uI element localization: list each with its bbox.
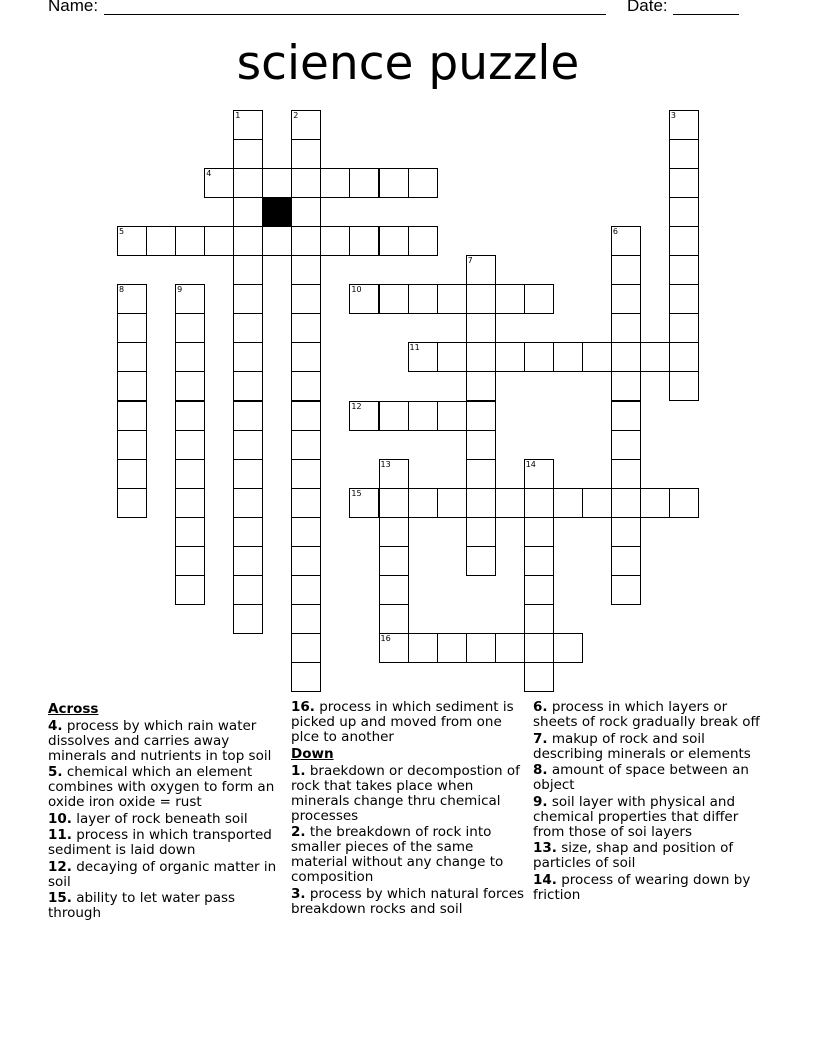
clue-item-number: 9. <box>533 793 548 810</box>
grid-cell[interactable] <box>117 488 147 518</box>
grid-cell[interactable] <box>175 517 205 547</box>
grid-cell[interactable] <box>408 633 438 663</box>
grid-cell[interactable] <box>233 313 263 343</box>
grid-cell[interactable] <box>117 430 147 460</box>
grid-cell[interactable] <box>204 168 234 198</box>
clue-item-text: size, shap and position of particles of soil <box>533 840 734 871</box>
clue-item-number: 1. <box>291 762 306 779</box>
clue-number-label: 11 <box>409 343 420 353</box>
grid-cell[interactable] <box>379 633 409 663</box>
clue-item-number: 6. <box>533 699 548 715</box>
grid-cell[interactable] <box>553 633 583 663</box>
grid-cell[interactable] <box>291 488 321 518</box>
grid-cell[interactable] <box>175 226 205 256</box>
grid-cell[interactable] <box>466 430 496 460</box>
grid-cell[interactable] <box>175 284 205 314</box>
clue-number-label: 10 <box>351 285 362 295</box>
grid-cell[interactable] <box>669 255 699 285</box>
grid-cell[interactable] <box>349 226 379 256</box>
grid-cell[interactable] <box>524 604 554 634</box>
clue-item <box>291 825 527 885</box>
grid-cell[interactable] <box>669 488 699 518</box>
grid-cell[interactable] <box>233 284 263 314</box>
grid-cell[interactable] <box>408 401 438 431</box>
grid-cell[interactable] <box>291 371 321 401</box>
grid-cell[interactable] <box>233 604 263 634</box>
date-label: Date: <box>627 0 668 15</box>
grid-cell[interactable] <box>379 517 409 547</box>
clue-item-text: process in which layers or sheets of rock gradually break off <box>533 699 760 730</box>
grid-cell[interactable] <box>466 546 496 576</box>
grid-cell[interactable] <box>524 517 554 547</box>
clue-number-label: 15 <box>351 488 362 498</box>
grid-cell[interactable] <box>233 459 263 489</box>
clue-item <box>48 765 284 810</box>
grid-cell[interactable] <box>291 313 321 343</box>
grid-cell[interactable] <box>669 168 699 198</box>
grid-cell[interactable] <box>408 488 438 518</box>
grid-cell[interactable] <box>611 430 641 460</box>
grid-cell[interactable] <box>233 226 263 256</box>
grid-cell[interactable] <box>175 430 205 460</box>
grid-cell[interactable] <box>524 459 554 489</box>
grid-cell[interactable] <box>466 633 496 663</box>
clue-number-label: 4 <box>206 169 212 179</box>
grid-cell[interactable] <box>408 226 438 256</box>
grid-cell[interactable] <box>408 342 438 372</box>
grid-cell[interactable] <box>466 255 496 285</box>
grid-cell[interactable] <box>466 371 496 401</box>
grid-cell[interactable] <box>175 371 205 401</box>
grid-cell[interactable] <box>233 168 263 198</box>
clue-number-label: 1 <box>235 111 241 120</box>
grid-cell[interactable] <box>320 168 350 198</box>
across-heading: Across <box>48 701 99 717</box>
grid-cell[interactable] <box>175 546 205 576</box>
grid-cell[interactable] <box>524 575 554 605</box>
grid-cell[interactable] <box>379 459 409 489</box>
grid-cell[interactable] <box>553 488 583 518</box>
grid-cell[interactable] <box>495 342 525 372</box>
clue-number-label: 9 <box>177 285 183 295</box>
grid-cell[interactable] <box>349 168 379 198</box>
grid-cell[interactable] <box>669 342 699 372</box>
puzzle-title: science puzzle <box>236 36 580 91</box>
grid-cell[interactable] <box>233 139 263 169</box>
grid-cell[interactable] <box>291 604 321 634</box>
grid-cell[interactable] <box>611 371 641 401</box>
clue-item <box>48 860 284 890</box>
grid-cell[interactable] <box>379 284 409 314</box>
clue-item-text: ability to let water pass through <box>48 890 236 921</box>
grid-cell[interactable] <box>437 401 467 431</box>
grid-cell[interactable] <box>117 313 147 343</box>
grid-cell[interactable] <box>117 342 147 372</box>
clue-item-number: 14. <box>533 871 557 888</box>
clue-item <box>48 891 284 921</box>
grid-cell[interactable] <box>611 342 641 372</box>
clue-number-label: 13 <box>380 459 391 469</box>
grid-cell[interactable] <box>233 546 263 576</box>
clue-item-text: process by which rain water dissolves and carries away minerals and nutrients in top soil <box>48 717 272 764</box>
grid-cell[interactable] <box>117 284 147 314</box>
grid-cell[interactable] <box>408 284 438 314</box>
clue-column-2 <box>291 700 527 918</box>
clue-item-text: layer of rock beneath soil <box>76 810 248 827</box>
grid-cell[interactable] <box>349 488 379 518</box>
grid-cell[interactable] <box>233 575 263 605</box>
clue-item <box>291 700 527 745</box>
grid-cell[interactable] <box>291 226 321 256</box>
clue-number-label: 2 <box>293 111 299 120</box>
grid-cell[interactable] <box>640 488 670 518</box>
clue-item <box>533 841 769 871</box>
grid-cell[interactable] <box>291 459 321 489</box>
clue-item-number: 3. <box>291 885 306 902</box>
grid-cell[interactable] <box>640 342 670 372</box>
grid-cell[interactable] <box>495 633 525 663</box>
clue-item <box>291 887 527 917</box>
grid-cell[interactable] <box>117 401 147 431</box>
grid-cell[interactable] <box>349 284 379 314</box>
grid-cell[interactable] <box>175 342 205 372</box>
clue-item-number: 12. <box>48 858 72 875</box>
clue-item-text: process of wearing down by friction <box>533 871 751 903</box>
grid-cell[interactable] <box>495 284 525 314</box>
clue-item-text: process in which sediment is picked up and moved from one plce to another <box>291 699 514 745</box>
grid-cell[interactable] <box>262 168 292 198</box>
grid-cell[interactable] <box>204 226 234 256</box>
across-clue-list <box>48 719 284 922</box>
grid-cell[interactable] <box>175 313 205 343</box>
clue-item <box>533 700 769 730</box>
grid-cell[interactable] <box>466 284 496 314</box>
grid-cell[interactable] <box>175 488 205 518</box>
grid-cell[interactable] <box>379 401 409 431</box>
grid-cell[interactable] <box>233 517 263 547</box>
clue-column-1 <box>48 700 284 923</box>
grid-cell[interactable] <box>291 546 321 576</box>
grid-cell[interactable] <box>466 488 496 518</box>
grid-cell[interactable] <box>669 110 699 140</box>
clue-number-label: 8 <box>119 285 125 295</box>
grid-cell[interactable] <box>669 197 699 227</box>
grid-cell[interactable] <box>611 284 641 314</box>
clue-number-label: 3 <box>670 111 676 120</box>
clue-item <box>533 763 769 793</box>
grid-cell[interactable] <box>291 110 321 140</box>
clue-item-text: decaying of organic matter in soil <box>48 858 277 890</box>
grid-cell[interactable] <box>611 401 641 431</box>
grid-cell[interactable] <box>379 226 409 256</box>
grid-cell[interactable] <box>291 284 321 314</box>
clue-column-3 <box>533 700 769 904</box>
grid-cell[interactable] <box>117 371 147 401</box>
grid-cell[interactable] <box>117 459 147 489</box>
clue-item-number: 4. <box>48 717 63 734</box>
clue-item <box>533 795 769 840</box>
clue-item-text: braekdown or decompostion of rock that takes place when minerals change thru chemical processes <box>291 762 520 824</box>
grid-cell[interactable] <box>524 662 554 692</box>
clue-item <box>291 764 527 824</box>
grid-cell[interactable] <box>291 517 321 547</box>
grid-cell[interactable] <box>611 313 641 343</box>
clue-item-text: the breakdown of rock into smaller pieces of the same material without any change to composition <box>291 824 504 885</box>
grid-cell[interactable] <box>524 488 554 518</box>
grid-cell[interactable] <box>379 604 409 634</box>
grid-cell[interactable] <box>349 401 379 431</box>
clue-item-text: process by which natural forces breakdown rocks and soil <box>291 885 525 917</box>
grid-cell[interactable] <box>466 517 496 547</box>
grid-cell[interactable] <box>291 575 321 605</box>
grid-cell[interactable] <box>117 226 147 256</box>
grid-cell[interactable] <box>175 401 205 431</box>
grid-cell[interactable] <box>669 371 699 401</box>
grid-cell[interactable] <box>291 633 321 663</box>
grid-cell[interactable] <box>175 575 205 605</box>
clue-item-number: 5. <box>48 764 63 780</box>
grid-cell[interactable] <box>233 110 263 140</box>
grid-cell[interactable] <box>175 459 205 489</box>
grid-cell[interactable] <box>291 197 321 227</box>
grid-cell[interactable] <box>291 430 321 460</box>
grid-cell[interactable] <box>582 488 612 518</box>
grid-cell[interactable] <box>524 633 554 663</box>
clue-item-text: chemical which an element combines with oxygen to form an oxide iron oxide = rust <box>48 764 275 810</box>
clue-item-number: 11. <box>48 827 72 843</box>
clue-item-text: soil layer with physical and chemical properties that differ from those of soi layers <box>533 793 739 840</box>
grid-cell[interactable] <box>611 546 641 576</box>
clue-item-number: 8. <box>533 762 548 778</box>
clue-item-text: process in which transported sediment is laid down <box>48 827 272 858</box>
grid-cell[interactable] <box>262 226 292 256</box>
black-cell <box>262 197 292 227</box>
clue-number-label: 5 <box>119 227 125 237</box>
grid-cell[interactable] <box>146 226 176 256</box>
grid-cell[interactable] <box>379 575 409 605</box>
grid-cell[interactable] <box>437 284 467 314</box>
grid-cell[interactable] <box>466 459 496 489</box>
grid-cell[interactable] <box>233 371 263 401</box>
grid-cell[interactable] <box>582 342 612 372</box>
down-heading: Down <box>291 746 334 762</box>
name-label: Name: <box>48 0 99 15</box>
grid-cell[interactable] <box>233 197 263 227</box>
grid-cell[interactable] <box>524 342 554 372</box>
grid-cell[interactable] <box>233 430 263 460</box>
grid-cell[interactable] <box>408 168 438 198</box>
grid-cell[interactable] <box>233 488 263 518</box>
clue-item-number: 16. <box>291 699 315 715</box>
grid-cell[interactable] <box>291 168 321 198</box>
across-clue-list-continued <box>291 700 527 745</box>
clue-item <box>533 732 769 762</box>
grid-cell[interactable] <box>524 284 554 314</box>
grid-cell[interactable] <box>611 255 641 285</box>
grid-cell[interactable] <box>495 488 525 518</box>
clue-number-label: 16 <box>380 633 391 643</box>
grid-cell[interactable] <box>466 401 496 431</box>
clue-item <box>48 719 284 764</box>
grid-cell[interactable] <box>437 488 467 518</box>
grid-cell[interactable] <box>379 488 409 518</box>
clue-item-number: 15. <box>48 890 72 906</box>
grid-cell[interactable] <box>291 255 321 285</box>
grid-cell[interactable] <box>669 226 699 256</box>
grid-cell[interactable] <box>466 342 496 372</box>
grid-cell[interactable] <box>669 313 699 343</box>
grid-cell[interactable] <box>291 342 321 372</box>
grid-cell[interactable] <box>291 401 321 431</box>
grid-cell[interactable] <box>437 633 467 663</box>
clue-number-label: 6 <box>612 227 618 237</box>
clue-item-number: 13. <box>533 840 557 856</box>
grid-cell[interactable] <box>291 662 321 692</box>
grid-cell[interactable] <box>379 546 409 576</box>
grid-cell[interactable] <box>611 488 641 518</box>
clue-item <box>48 828 284 858</box>
grid-cell[interactable] <box>611 575 641 605</box>
clue-number-label: 14 <box>525 459 536 469</box>
clue-item <box>533 873 769 903</box>
clue-item-text: amount of space between an object <box>533 762 749 793</box>
grid-cell[interactable] <box>320 226 350 256</box>
grid-cell[interactable] <box>669 284 699 314</box>
clue-item-number: 7. <box>533 730 548 747</box>
grid-cell[interactable] <box>233 401 263 431</box>
clue-number-label: 7 <box>467 256 473 266</box>
grid-cell[interactable] <box>379 168 409 198</box>
grid-cell[interactable] <box>291 139 321 169</box>
grid-cell[interactable] <box>233 255 263 285</box>
clue-item-number: 10. <box>48 810 72 827</box>
clue-item-text: makup of rock and soil describing minerals or elements <box>533 730 751 762</box>
grid-cell[interactable] <box>233 342 263 372</box>
grid-cell[interactable] <box>611 517 641 547</box>
down-clue-list <box>291 764 527 917</box>
clue-item <box>48 812 284 827</box>
grid-cell[interactable] <box>437 342 467 372</box>
grid-cell[interactable] <box>524 546 554 576</box>
grid-cell[interactable] <box>669 139 699 169</box>
grid-cell[interactable] <box>466 313 496 343</box>
grid-cell[interactable] <box>553 342 583 372</box>
grid-cell[interactable] <box>611 459 641 489</box>
down-clue-list-continued <box>533 700 769 903</box>
clue-number-label: 12 <box>351 401 362 411</box>
grid-cell[interactable] <box>611 226 641 256</box>
clue-item-number: 2. <box>291 824 306 840</box>
